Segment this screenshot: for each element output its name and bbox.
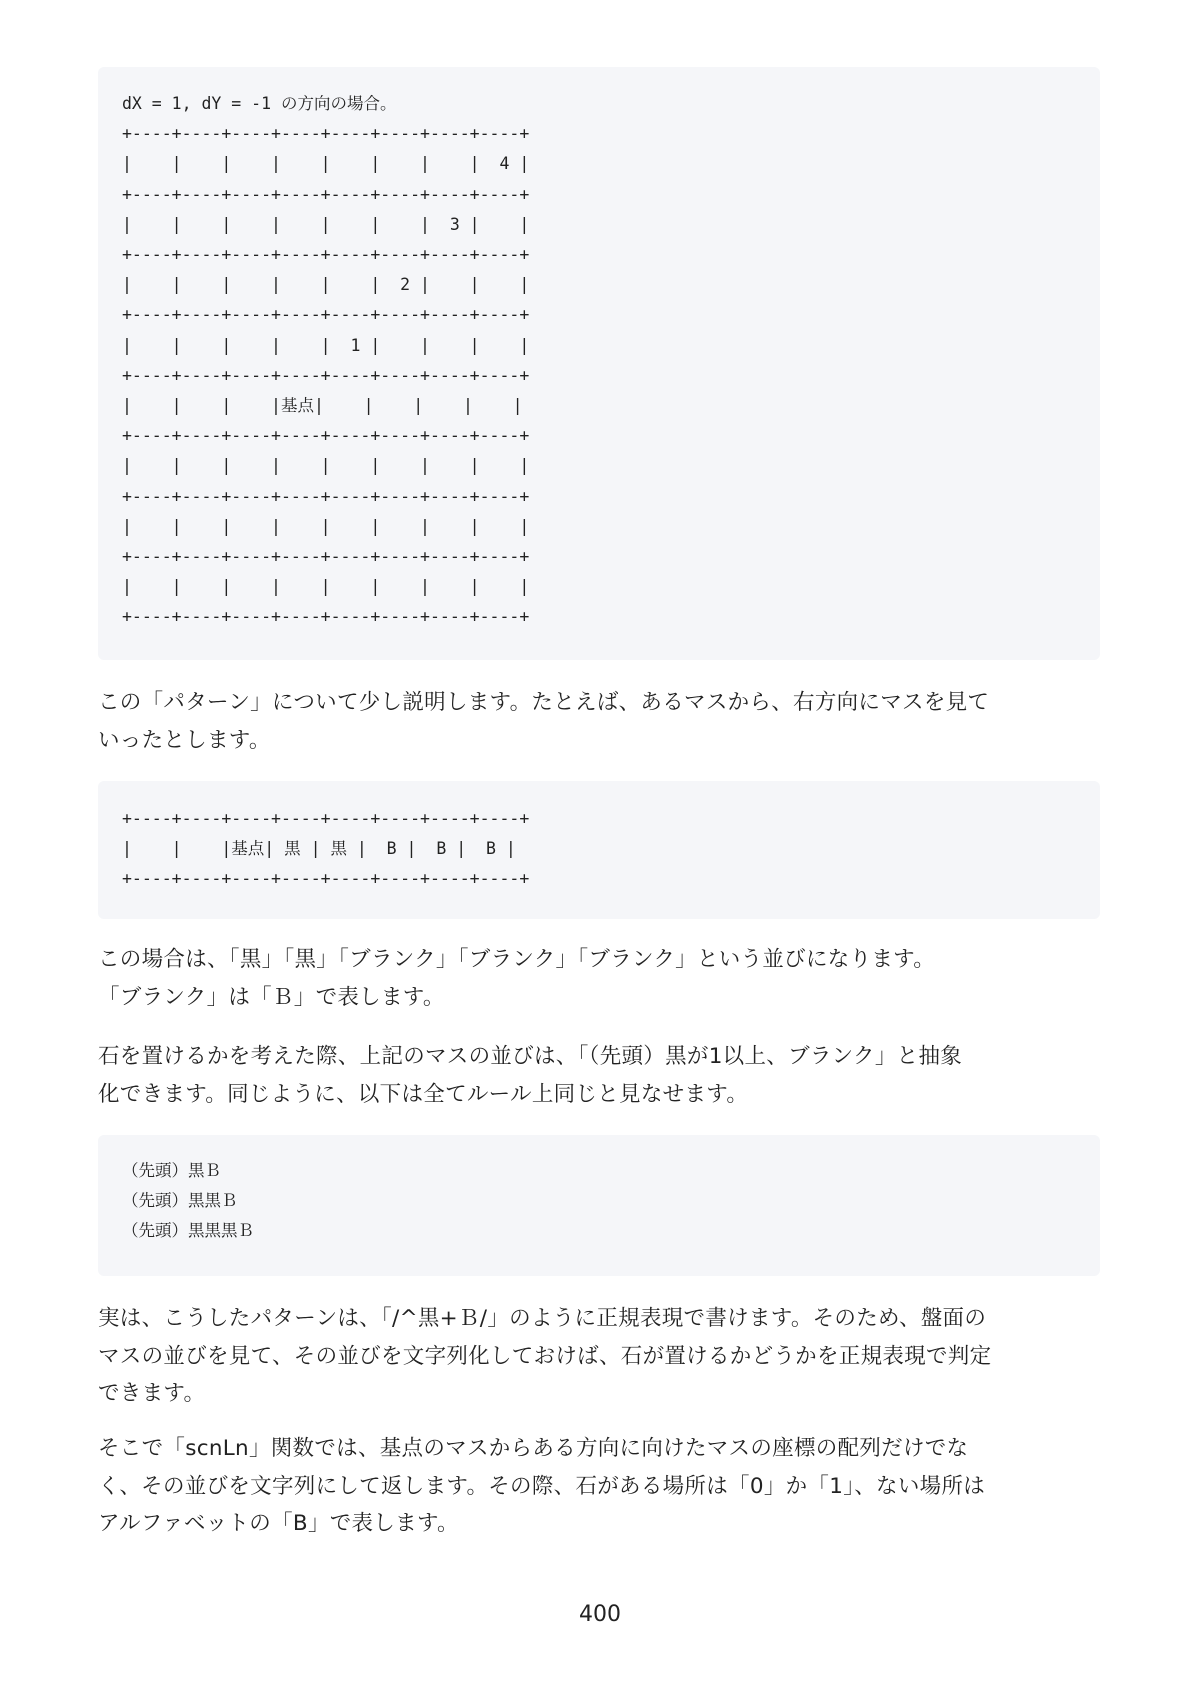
code-block-row-example — [98, 781, 1100, 919]
code-text — [122, 1156, 1076, 1247]
code-line: | | | | | | | 3 | | — [122, 214, 530, 234]
paragraph-abstraction — [98, 1038, 1108, 1113]
code-line: +----+----+----+----+----+----+----+----+ — [122, 547, 530, 567]
code-line: （先頭）黒Ｂ — [122, 1161, 221, 1180]
code-line: dX = 1, dY = -1 の方向の場合。 — [122, 94, 397, 113]
code-line: | | | | | | | | | — [122, 577, 530, 597]
code-block-direction-grid — [98, 67, 1100, 660]
text-line: 「ブランク」は「Ｂ」で表します。 — [98, 984, 445, 1010]
text-line: そこで「scnLn」関数では、基点のマスからある方向に向けたマスの座標の配列だけでな — [98, 1436, 969, 1461]
code-line: | | | |基点| | | | | — [122, 396, 523, 416]
text-line: 実は、こうしたパターンは、「/^黒+Ｂ/」のように正規表現で書けます。そのため、盤面の — [98, 1306, 987, 1331]
paragraph-pattern-intro — [98, 684, 1108, 759]
page-number: 400 — [579, 1602, 621, 1627]
code-line: | | |基点| 黒 | 黒 | B | B | B | — [122, 839, 516, 859]
text-line: く、その並びを文字列にして返します。その際、石がある場所は「0」か「1」、ない場所は — [98, 1473, 986, 1499]
code-line: （先頭）黒黒Ｂ — [122, 1191, 238, 1211]
code-line: （先頭）黒黒黒Ｂ — [122, 1221, 254, 1241]
paragraph-scnln — [98, 1430, 1108, 1543]
code-line: +----+----+----+----+----+----+----+----+ — [122, 305, 530, 325]
code-block-equivalent-patterns — [98, 1135, 1100, 1276]
text-line: アルファベットの「B」で表します。 — [98, 1511, 459, 1536]
text-line: この場合は、「黒」「黒」「ブランク」「ブランク」「ブランク」という並びになります。 — [98, 947, 936, 972]
text-line: この「パターン」について少し説明します。たとえば、あるマスから、右方向にマスを見て — [98, 690, 990, 715]
code-line: | | | | | | | | | — [122, 456, 530, 476]
code-text — [122, 89, 1076, 633]
text-line: できます。 — [98, 1381, 206, 1406]
text-line: いったとします。 — [98, 727, 271, 753]
code-line: +----+----+----+----+----+----+----+----+ — [122, 869, 530, 889]
code-line: +----+----+----+----+----+----+----+----+ — [122, 809, 530, 828]
paragraph-sequence — [98, 941, 1108, 1016]
text-line: マスの並びを見て、その並びを文字列化しておけば、石が置けるかどうかを正規表現で判定 — [98, 1343, 992, 1369]
code-line: +----+----+----+----+----+----+----+----+ — [122, 184, 530, 204]
code-text — [122, 804, 1076, 895]
code-line: +----+----+----+----+----+----+----+----+ — [122, 607, 530, 627]
code-line: +----+----+----+----+----+----+----+----+ — [122, 486, 530, 506]
code-line: | | | | | | | | | — [122, 516, 530, 536]
code-line: | | | | | 1 | | | | — [122, 335, 530, 355]
code-line: +----+----+----+----+----+----+----+----+ — [122, 426, 530, 446]
paragraph-regex — [98, 1300, 1108, 1413]
code-line: +----+----+----+----+----+----+----+----+ — [122, 245, 530, 265]
code-line: +----+----+----+----+----+----+----+----+ — [122, 124, 530, 144]
text-line: 石を置けるかを考えた際、上記のマスの並びは、「（先頭）黒が1以上、ブランク」と抽象 — [98, 1044, 963, 1069]
text-line: 化できます。同じように、以下は全てルール上同じと見なせます。 — [98, 1081, 749, 1107]
code-line: | | | | | | 2 | | | — [122, 275, 530, 295]
code-line: +----+----+----+----+----+----+----+----+ — [122, 365, 530, 385]
code-line: | | | | | | | | 4 | — [122, 154, 530, 174]
